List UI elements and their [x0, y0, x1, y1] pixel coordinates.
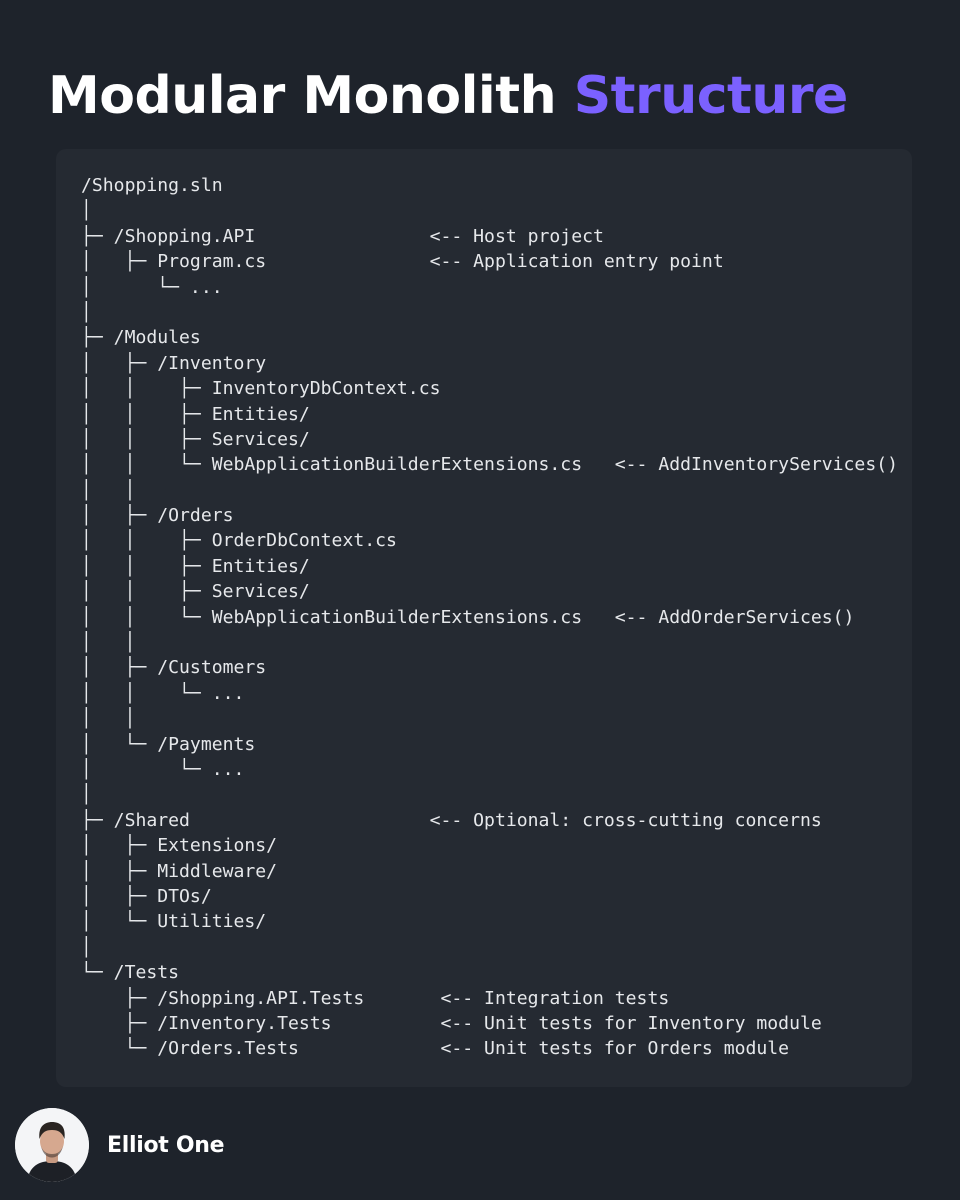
tree-line: ├─ /Modules	[81, 327, 201, 349]
tree-line: │	[81, 301, 92, 323]
tree-line: │	[81, 200, 92, 222]
tree-line: │	[81, 784, 92, 806]
tree-line: │ ├─ /Customers	[81, 657, 267, 679]
tree-line: │ │	[81, 632, 136, 654]
tree-line: │ │ ├─ Services/	[81, 581, 310, 603]
tree-line: │ │ ├─ Entities/	[81, 403, 310, 425]
tree-line: │ ├─ /Inventory	[81, 352, 267, 374]
author-name: Elliot One	[107, 1132, 225, 1158]
tree-line: /Shopping.sln	[81, 175, 223, 196]
tree-line: │ ├─ /Orders	[81, 505, 234, 527]
tree-line: └─ /Tests	[81, 962, 180, 984]
tree-line: │ │ └─ WebApplicationBuilderExtensions.cs <-- AddInventoryServices()	[81, 454, 899, 476]
avatar-photo-icon	[15, 1108, 89, 1182]
tree-line: ├─ /Shopping.API.Tests <-- Integration tests	[81, 987, 670, 1009]
tree-line: │ ├─ Program.cs <-- Application entry point	[81, 251, 724, 273]
folder-structure-tree	[81, 173, 898, 1062]
tree-line: │ ├─ DTOs/	[81, 885, 212, 907]
tree-line: │ │ └─ ...	[81, 682, 245, 704]
tree-line: │ │ ├─ InventoryDbContext.cs	[81, 378, 441, 400]
tree-line: │ │	[81, 479, 136, 501]
tree-line: │ ├─ Extensions/	[81, 835, 278, 857]
tree-line: └─ /Orders.Tests <-- Unit tests for Orders module	[81, 1038, 790, 1060]
tree-line: │ ├─ Middleware/	[81, 860, 278, 882]
code-block	[56, 149, 912, 1087]
tree-line: │ └─ Utilities/	[81, 911, 267, 933]
tree-line: │ │ ├─ Entities/	[81, 555, 310, 577]
tree-line: ├─ /Shared <-- Optional: cross-cutting concerns	[81, 809, 822, 831]
author-badge	[15, 1108, 224, 1182]
title-accent: Structure	[573, 66, 848, 126]
tree-line: │ │ └─ WebApplicationBuilderExtensions.cs <-- AddOrderServices()	[81, 606, 855, 628]
page-title	[48, 58, 848, 134]
tree-line: ├─ /Inventory.Tests <-- Unit tests for Inventory module	[81, 1012, 822, 1034]
title-main: Modular Monolith	[48, 66, 557, 126]
tree-line: │ └─ /Payments	[81, 733, 256, 755]
tree-line: │	[81, 936, 92, 958]
tree-line: ├─ /Shopping.API <-- Host project	[81, 225, 604, 247]
tree-line: │ │ ├─ Services/	[81, 428, 310, 450]
tree-line: │ └─ ...	[81, 758, 245, 780]
tree-line: │ └─ ...	[81, 276, 223, 298]
tree-line: │ │ ├─ OrderDbContext.cs	[81, 530, 397, 552]
tree-line: │ │	[81, 708, 136, 730]
